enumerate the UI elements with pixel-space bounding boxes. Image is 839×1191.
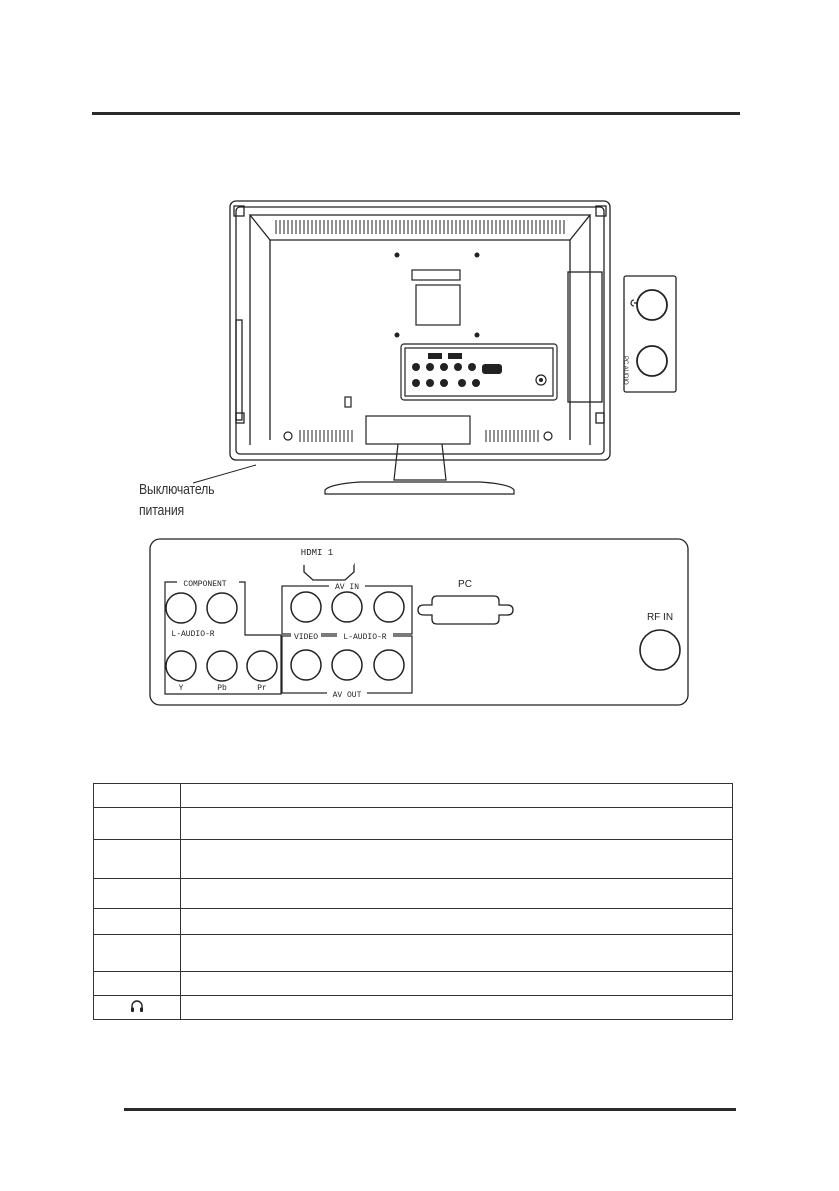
rf-in-label: RF IN [646,612,674,623]
power-switch-caption-line1: Выключатель [139,481,215,498]
power-switch-caption-line2: питания [139,502,185,519]
table-row [94,972,733,996]
table-cell-icon [94,972,181,996]
table-cell-icon [94,935,181,972]
table-cell-text [181,909,733,935]
table-row [94,808,733,840]
table-cell-text [181,935,733,972]
l-audio-r-left-label: L-AUDIO-R [171,630,215,639]
av-out-label: AV OUT [332,691,362,700]
component-label: COMPONENT [183,580,227,589]
av-in-label: AV IN [334,583,360,592]
table-cell-icon [94,840,181,879]
pc-audio-label: PC AUDIO [622,356,628,385]
video-label: VIDEO [293,633,319,642]
table-cell-text [181,840,733,879]
table-cell-text [181,996,733,1020]
l-audio-r-mid-label: L-AUDIO-R [343,633,387,642]
table-cell-text [181,879,733,909]
headphones-icon [130,999,144,1013]
y-label: Y [178,684,184,693]
connector-panel-detail [149,538,689,706]
pb-label: Pb [217,684,227,693]
hdmi-label: HDMI 1 [300,548,334,558]
table-row [94,935,733,972]
table-row [94,879,733,909]
table-cell-icon [94,879,181,909]
table-cell-icon [94,909,181,935]
table-cell-icon [94,996,181,1020]
table-row [94,909,733,935]
pc-label: PC [458,579,472,590]
table-cell-icon [94,808,181,840]
bottom-rule [124,1108,736,1111]
table-row [94,996,733,1020]
table-row [94,840,733,879]
table-cell-text [181,784,733,808]
table-cell-text [181,972,733,996]
pr-label: Pr [257,684,267,693]
table-cell-icon [94,784,181,808]
table-row [94,784,733,808]
connector-table [93,783,733,1020]
table-cell-text [181,808,733,840]
